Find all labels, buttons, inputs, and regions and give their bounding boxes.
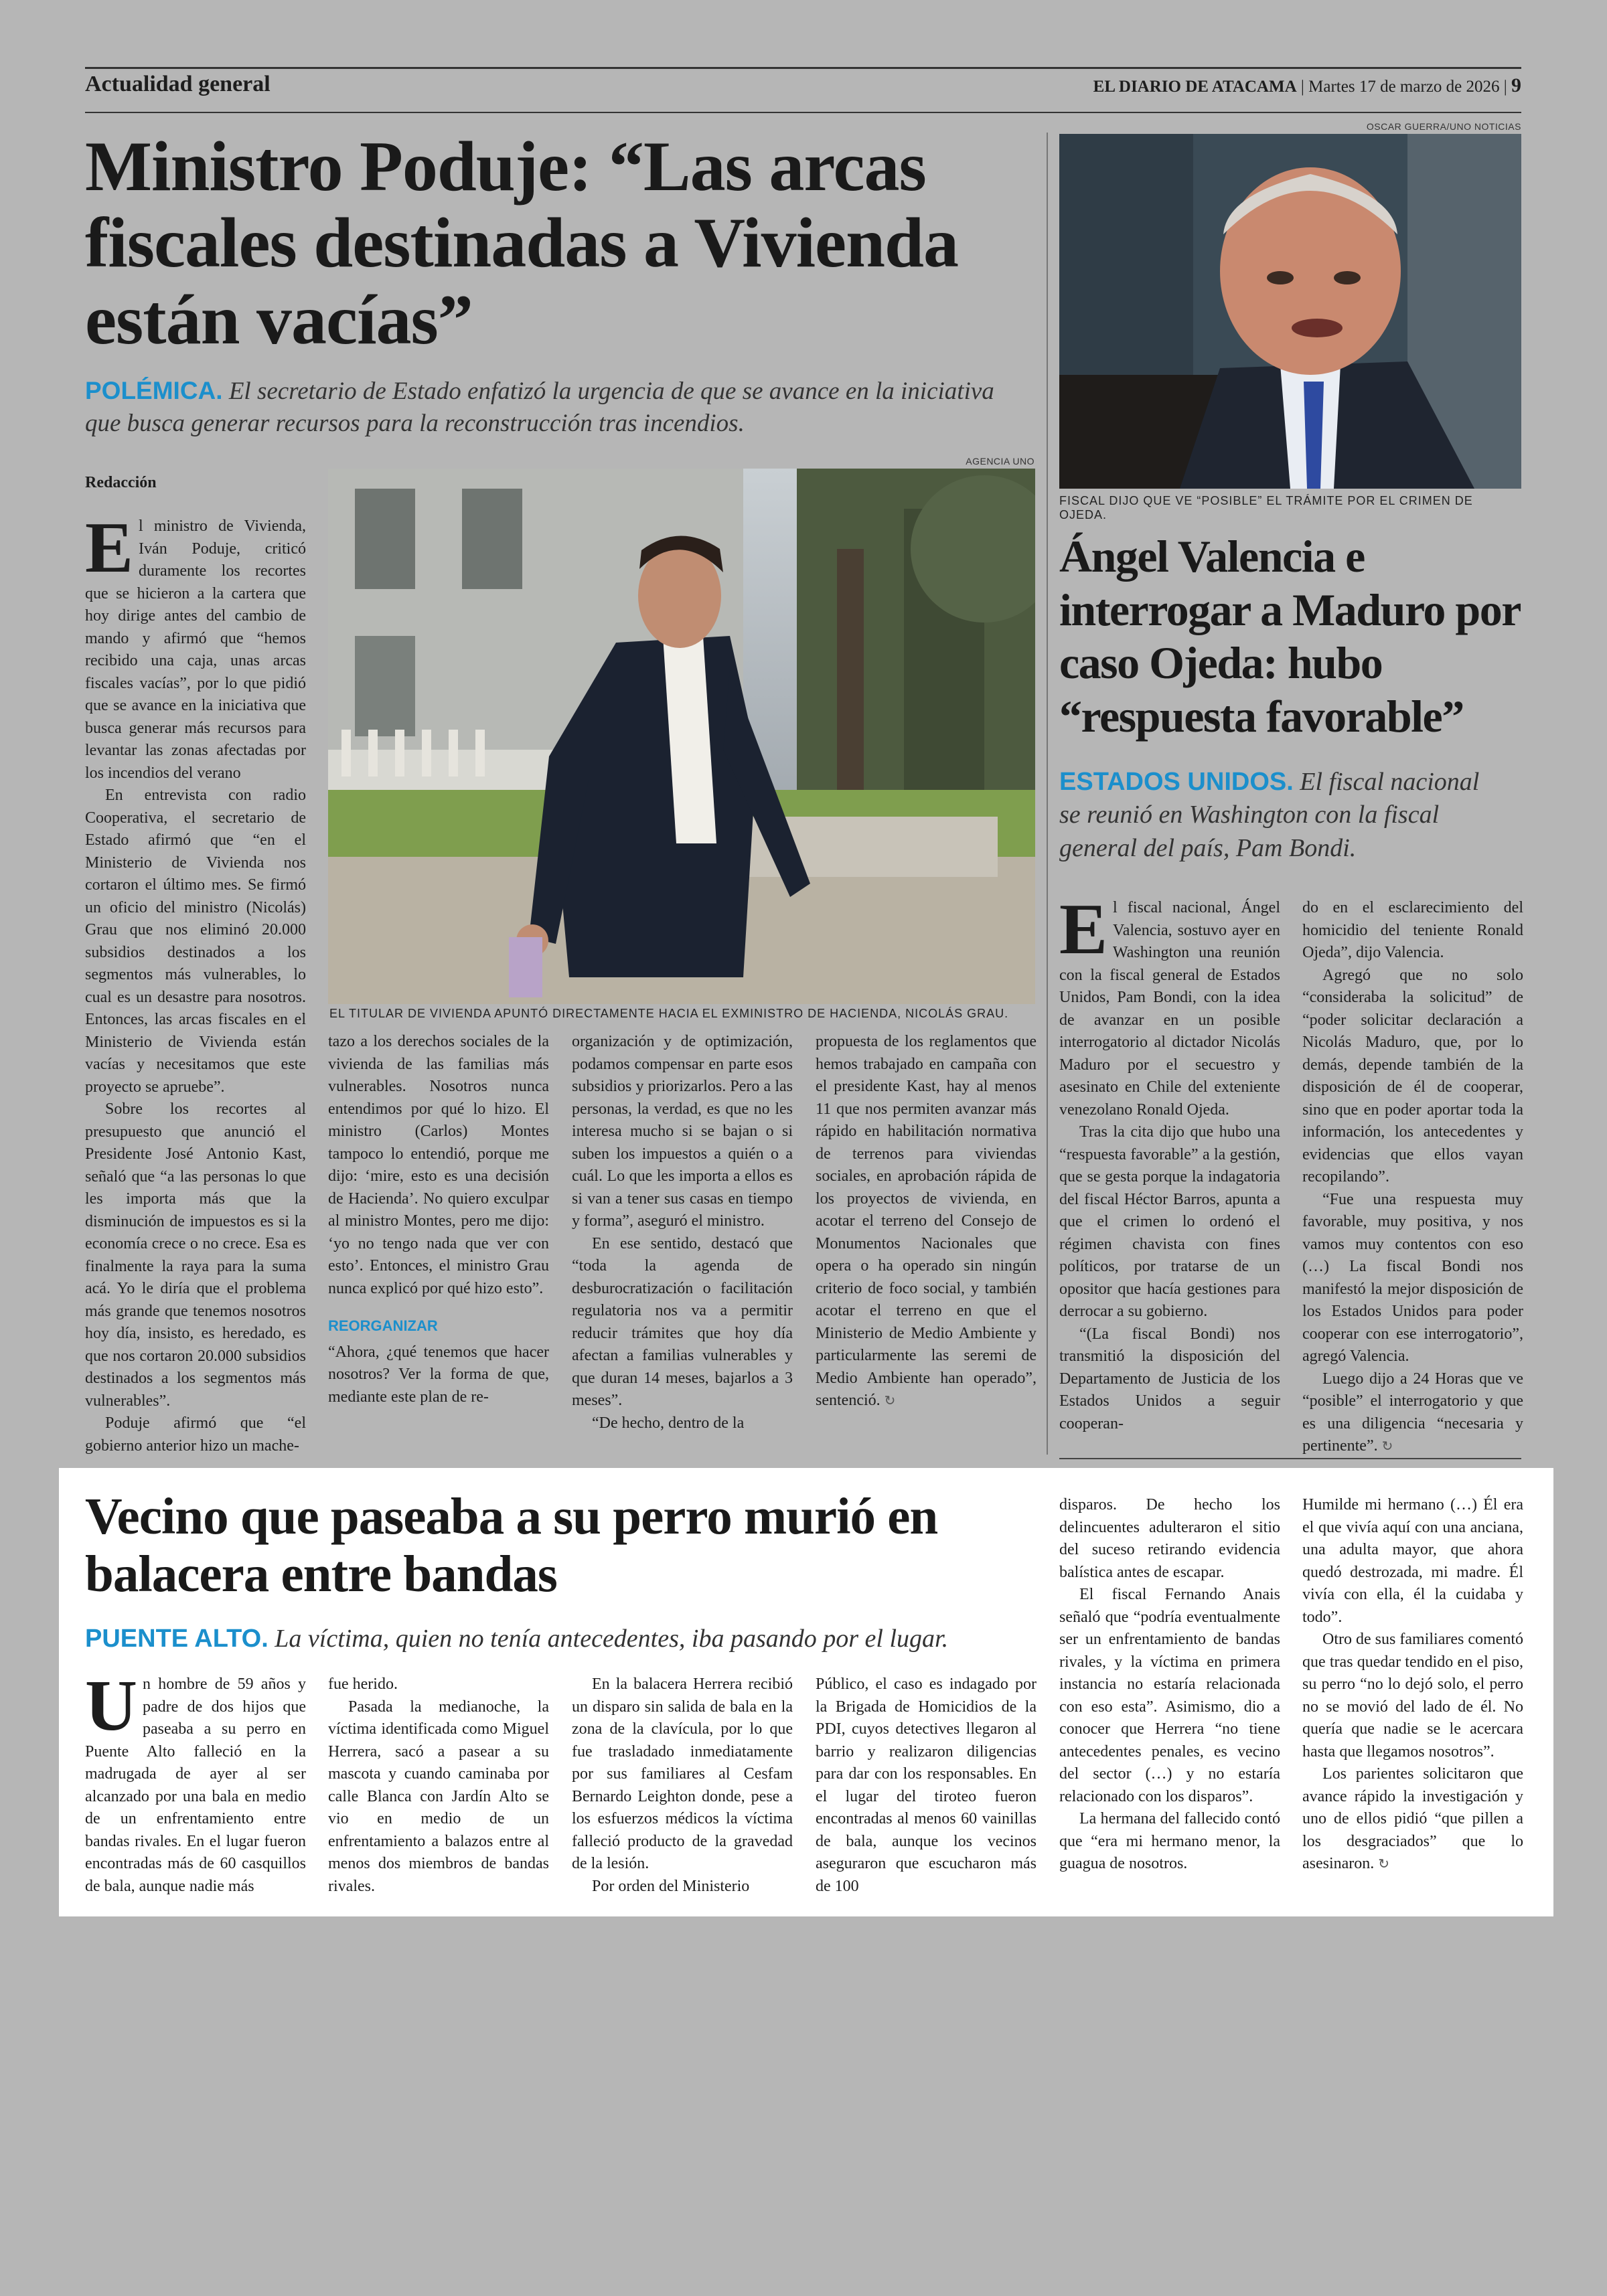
- side-photo: [1059, 134, 1521, 489]
- lower-dropcap: U: [85, 1666, 137, 1746]
- page-number: 9: [1511, 74, 1521, 96]
- main-photo-credit: AGENCIA UNO: [966, 456, 1035, 467]
- column-rule: [1047, 133, 1048, 1455]
- main-headline: Ministro Poduje: “Las arcas fiscales destinadas a Vivienda están vacías”: [85, 127, 959, 359]
- lower-headline: Vecino que paseaba a su perro murió en balacera entre bandas: [85, 1487, 938, 1603]
- main-subhead: REORGANIZAR: [328, 1317, 438, 1334]
- side-photo-caption: FISCAL DIJO QUE VE “POSIBLE” EL TRÁMITE POR EL CRIMEN DE OJEDA.: [1059, 494, 1473, 521]
- folio-bar: [85, 67, 1521, 113]
- lower-col-1: Un hombre de 59 años y padre de dos hijos que paseaba a su perro en Puente Alto falleció en la madrugada de ayer al ser alcanzado por una bala en medio de un enfrentamiento entre bandas rivales. En el lugar fueron encontradas más de 60 casquillos de bala, aunque nadie más: [85, 1666, 306, 1895]
- issue-date: Martes 17 de marzo de 2026: [1308, 78, 1500, 96]
- end-mark-icon: ↻: [1381, 1439, 1393, 1454]
- end-mark-icon: ↻: [1378, 1857, 1390, 1872]
- side-col-2: do en el esclarecimiento del homicidio del teniente Ronald Ojeda”, dijo Valencia. Agregó que no solo “consideraba la solicitud” de “poder solicitar declaración a Nicolás Maduro, que, por lo demás, depende también de la disposición de él de cooperar, sino que en poder aportar toda la información, los antecedentes y evidencias que ellos vayan recopilando”. “Fue una respuesta muy favorable, muy positiva, y nos vamos muy contentos con eso (…) La fiscal Bondi nos manifestó la mejor disposición de los Estados Unidos para poder cooperar con ese interrogatorio”, agregó Valencia. Luego dijo a 24 Horas que ve “posible” el interrogatorio y que es una diligencia “necesaria y pertinente”. ↻: [1302, 899, 1523, 1455]
- side-col-1: El fiscal nacional, Ángel Valencia, sostuvo ayer en Washington una reunión con la fiscal general de Estados Unidos, Pam Bondi, con la idea de avanzar en un posible interrogatorio al dictador Nicolás Maduro por el secuestro y asesinato en Chile del exteniente venezolano Ronald Ojeda. Tras la cita dijo que hubo una “respuesta favorable” a la gestión, que se gesta porque la indagatoria del fiscal Héctor Barros, apunta a que el crimen lo ordenó el régimen chavista con fines políticos, por tratarse de un opositor que hacía gestiones para derrocar a su gobierno. “(La fiscal Bondi) nos transmitió la disposición del Departamento de Justicia de los Estados Unidos a seguir cooperan-: [1059, 890, 1280, 1432]
- main-deck: POLÉMICA. El secretario de Estado enfatizó la urgencia de que se avance en la iniciativa que busca generar recursos para la reconstrucción tras incendios.: [85, 377, 994, 438]
- section-label: Actualidad general: [85, 72, 271, 96]
- main-photo: [328, 469, 1035, 1004]
- side-headline: Ángel Valencia e interrogar a Maduro por caso Ojeda: hubo “respuesta favorable”: [1059, 531, 1520, 742]
- main-byline: Redacción: [85, 474, 157, 491]
- side-dropcap: E: [1059, 890, 1108, 969]
- lower-col-5: disparos. De hecho los delincuentes adulteraron el sitio del suceso retirando evidencia balística antes de escapar. El fiscal Fernando Anais señaló que “podría eventualmente ser un enfrentamiento de bandas rivales, y la víctima en primera instancia no estaría relacionada con eso esta”. Asimismo, dio a conocer que Herrera “no tiene antecedentes penales, es vecino del sector (…) y no estaría relacionado con los disparos”. La hermana del fallecido contó que “era mi hermano menor, la guagua de nosotros.: [1059, 1496, 1280, 1872]
- lower-col-2: fue herido. Pasada la medianoche, la víctima identificada como Miguel Herrera, sacó a pasear a su mascota y cuando caminaba por calle Blanca con Jardín Alto se vio en medio de un enfrentamiento a balazos entre al menos dos miembros de bandas rivales.: [328, 1675, 549, 1895]
- valencia-portrait-image: [1059, 134, 1521, 489]
- lower-top-rule: [1059, 1458, 1521, 1459]
- side-kicker: ESTADOS UNIDOS.: [1059, 768, 1294, 796]
- newspaper-name: EL DIARIO DE ATACAMA: [1093, 78, 1297, 96]
- lower-kicker: PUENTE ALTO.: [85, 1625, 269, 1653]
- lower-col-6: Humilde mi hermano (…) Él era el que vivía aquí con una anciana, una adulta mayor, que ahora quedó destrozada, mi madre. Él vivía con ella, él la cuidaba y todo”. Otro de sus familiares comentó que tras quedar tendido en el piso, su perro “no lo dejó solo, el perro no se movió del lado de él. No quería que nadie se le acercara hasta que llegamos nosotros”. Los parientes solicitaron que avance rápido la investigación y uno de ellos pidió “que pillen a los desgraciados” que lo asesinaron. ↻: [1302, 1496, 1523, 1872]
- main-col-3: organización y de optimización, podamos compensar en parte esos subsidios y priorizarlos. Pero a las personas, la verdad, es que no les interesa mucho si se bajan o si suben los impuestos a quién o a cuál. Lo que les importa a ellos es si van a tener sus casas en tiempo y forma”, aseguró el ministro. En ese sentido, destacó que “toda la agenda de desburocratización o facilitación regulatoria nos va a permitir reducir trámites que hoy día afectan a familias vulnerables y que duran 14 meses, bajarlos a 3 meses”. “De hecho, dentro de la: [572, 1033, 793, 1432]
- main-col-1: El ministro de Vivienda, Iván Poduje, criticó duramente los recortes que se hicieron a la cartera que hoy dirige antes del cambio de mando y afirmó que “hemos recibido una caja, unas arcas fiscales vacías”, por lo que pidió que se avance en la iniciativa que busca generar más recursos para levantar las zonas afectadas por los incendios del verano En entrevista con radio Cooperativa, el secretario de Estado afirmó que “en el Ministerio de Vivienda nos cortaron el último mes. Se firmó un oficio del ministro (Nicolás) Grau que nos eliminó 20.000 subsidios destinados a los segmentos más vulnerables, lo cual es un desastre para nosotros. Entonces, las arcas fiscales en el Ministerio de Vivienda están vacías y necesitamos que este proyecto se apruebe”. Sobre los recortes al presupuesto que anunció el Presidente José Antonio Kast, señaló que “a las personas lo que les importa más que la disminución de impuestos es si la economía crece o no crece. Esa es finalmente la raya para la suma acá. Yo le diría que el problema más grande que tenemos nosotros hoy día, insisto, es heredado, es que nos cortaron 20.000 subsidios destinados a los segmentos más vulnerables”. Poduje afirmó que “el gobierno anterior hizo un mache-: [85, 508, 306, 1455]
- poduje-walking-image: [328, 469, 1035, 1004]
- end-mark-icon: ↻: [884, 1394, 896, 1408]
- main-dropcap: E: [85, 508, 134, 588]
- folio-info: EL DIARIO DE ATACAMA | Martes 17 de marzo de 2026 | 9: [1093, 74, 1521, 96]
- side-deck: ESTADOS UNIDOS. El fiscal nacional se reunió en Washington con la fiscal general del país, Pam Bondi.: [1059, 768, 1480, 862]
- lower-col-4: Público, el caso es indagado por la Brigada de Homicidios de la PDI, cuyos detectives llegaron al barrio y realizaron diligencias para dar con los responsables. En el lugar del tiroteo fueron encontradas al menos 60 vainillas de bala, aunque los vecinos aseguraron que escucharon más de 100: [816, 1675, 1037, 1895]
- lower-deck: PUENTE ALTO. La víctima, quien no tenía antecedentes, iba pasando por el lugar.: [85, 1625, 949, 1653]
- main-kicker: POLÉMICA.: [85, 377, 223, 404]
- main-col-4: propuesta de los reglamentos que hemos trabajado en campaña con el presidente Kast, hay al menos 11 que nos permiten avanzar más rápido en habilitación normativa de terrenos para viviendas sociales, en aprobación rápida de los proyectos de vivienda, en acotar el terreno del Consejo de Monumentos Nacionales que opera o ha operado sin ningún criterio de foco social, y también acotar el terreno en que el Ministerio de Medio Ambiente y particularmente las seremi de Medio Ambiente han operado”, sentenció. ↻: [816, 1033, 1037, 1409]
- side-photo-credit: OSCAR GUERRA/UNO NOTICIAS: [1366, 121, 1521, 132]
- lower-col-3: En la balacera Herrera recibió un disparo sin salida de bala en la zona de la clavícula, por lo que fue trasladado inmediatamente por sus familiares al Cesfam Bernardo Leighton donde, pese a los esfuerzos médicos la víctima falleció producto de la gravedad de la lesión. Por orden del Ministerio: [572, 1675, 793, 1895]
- main-col-2: tazo a los derechos sociales de la vivienda de las familias más vulnerables. Nosotros nunca entendimos por qué lo hizo. El ministro (Carlos) Montes tampoco lo entendió, porque me dijo: ‘mire, esto es una decisión de Hacienda’. No quiero exculpar al ministro Montes, pero me dijo: ‘yo no tengo nada que ver con esto’. Entonces, el ministro Grau nunca explicó por qué hizo esto”. REORGANIZAR “Ahora, ¿qué tenemos que hacer nosotros? Ver la forma de que, mediante este plan de re-: [328, 1033, 549, 1406]
- main-photo-caption: EL TITULAR DE VIVIENDA APUNTÓ DIRECTAMENTE HACIA EL EXMINISTRO DE HACIENDA, NICOLÁS GRAU.: [329, 1007, 1009, 1020]
